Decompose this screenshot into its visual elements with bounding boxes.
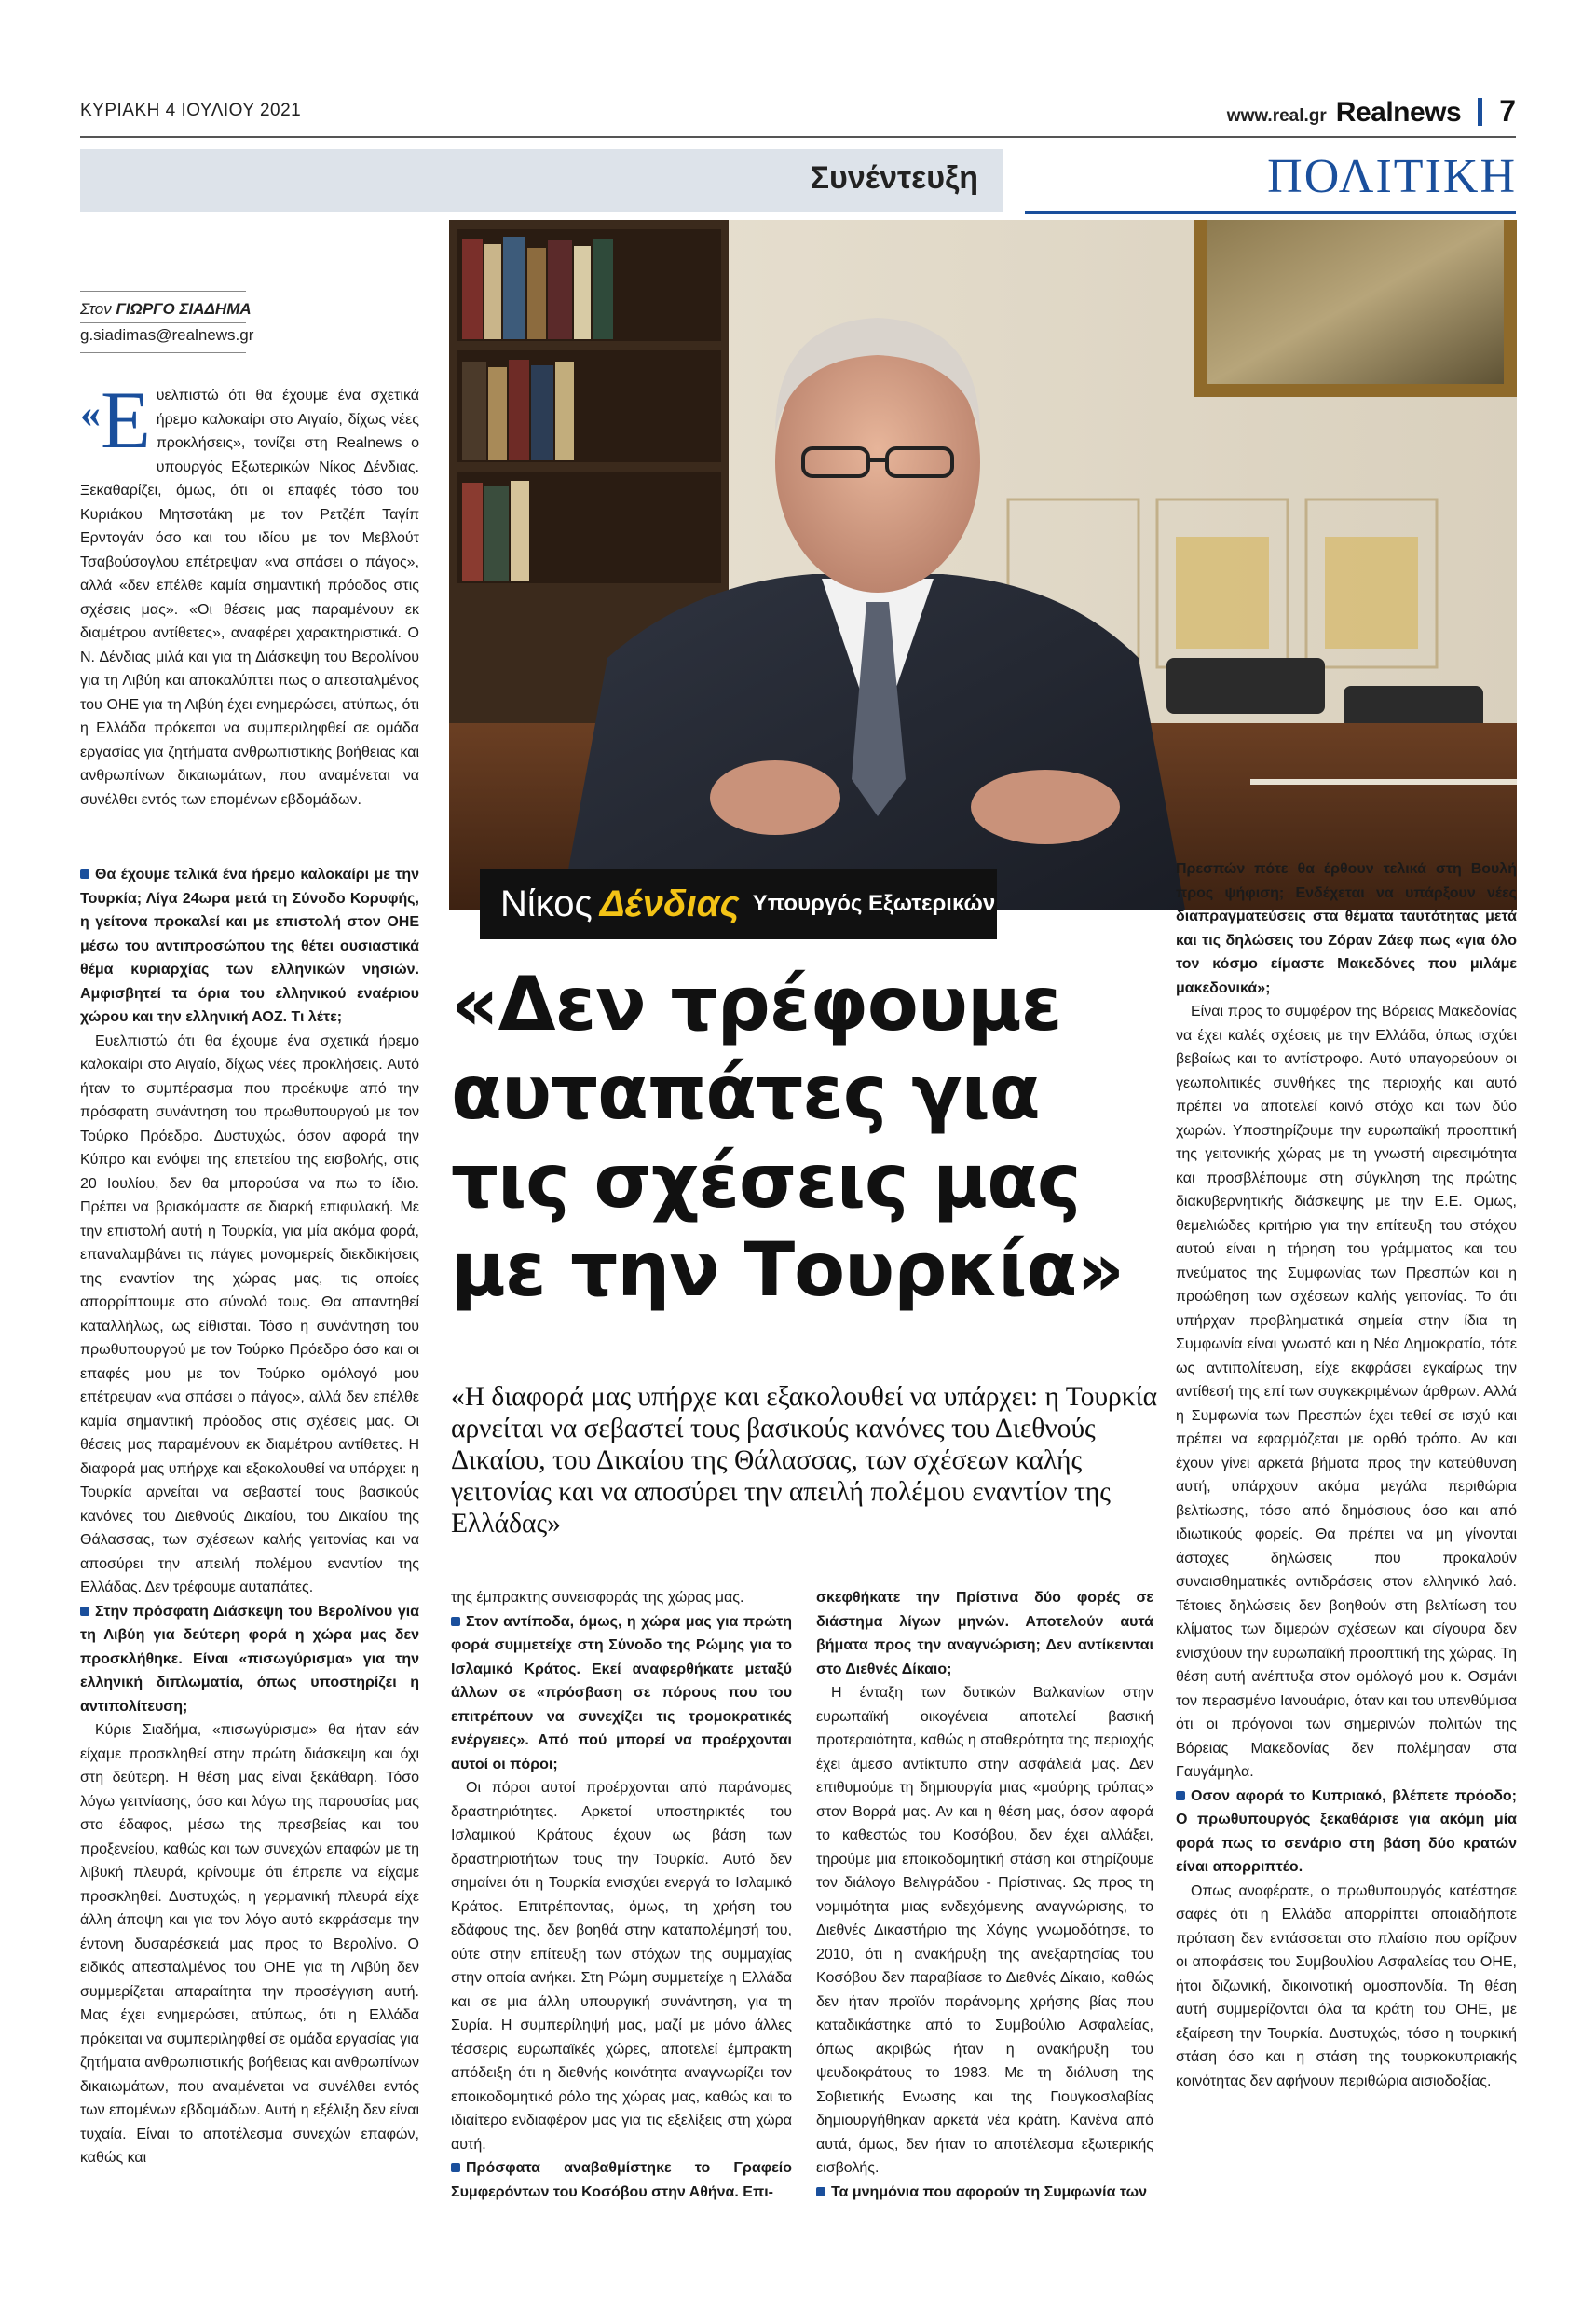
byline-rule-top bbox=[80, 291, 246, 292]
byline-email[interactable]: g.siadimas@realnews.gr bbox=[80, 326, 254, 344]
site-url[interactable]: www.real.gr bbox=[1226, 106, 1327, 126]
brand-logo: Realnews bbox=[1335, 97, 1462, 128]
question: Στην πρόσφατη Διάσκεψη του Βερολίνου για τη Λιβύη για δεύτερη φορά η χώρα μας δεν προσκλήθηκε. Είναι «πισωγύρισμα» για την ελληνική διπλωματία, όπως υποστηρίζει η αντιπολίτευση; bbox=[80, 1600, 419, 1719]
caption-role: Υπουργός Εξωτερικών bbox=[752, 891, 996, 916]
headline-line: «Δεν τρέφουμε bbox=[451, 961, 1062, 1047]
answer: Οι πόροι αυτοί προέρχονται από παράνομες δραστηριότητες. Αρκετοί υποστηρικτές του Ισλαμικού Κράτους έχουν ως βάση των δραστηριοτήτων τους την Τουρκία. Αυτό δεν σημαίνει ότι η Τουρκία ενισχύει ενεργά το Ισλαμικό Κράτος. Επιτρέποντας, όμως, τη χρήση του εδάφους της, δεν βοηθά στην καταπολέμησή του, ούτε στην επίτευξη των στόχων της συμμαχίας στην οποία ανήκει. Στη Ρώμη συμμετείχε η Ελλάδα και σε μια άλλη υπουργική συνάντηση, για τη Συρία. Η συμπερίληψή μας, μαζί με μόνο άλλες τέσσερις ευρωπαϊκές χώρες, αποτελεί έμπρακτη απόδειξη ότι η διεθνής κοινότητα αναγνωρίζει τον εποικοδομητικό ρόλο της χώρας μας, καθώς και το ιδιαίτερο ενδιαφέρον μας για τις εξελίξεις στη χώρα αυτή. bbox=[451, 1780, 792, 2153]
answer-continued: της έμπρακτης συνεισφοράς της χώρας μας. bbox=[451, 1590, 744, 1606]
byline-rule-bottom bbox=[80, 352, 246, 353]
issue-date: ΚΥΡΙΑΚΗ 4 ΙΟΥΛΙΟΥ 2021 bbox=[80, 101, 302, 120]
headline-line: αυταπάτες για bbox=[451, 1049, 1040, 1136]
drop-quote-mark: « bbox=[80, 390, 101, 436]
intro-body: υελπιστώ ότι θα έχουμε ένα σχετικά ήρεμο καλοκαίρι στο Αιγαίο, δίχως νέες προκλήσεις», τονίζει στη Realnews ο υπουργός Εξωτερικών Νίκος Δένδιας. Ξεκαθαρίζει, όμως, ότι οι επαφές τόσο του Κυριάκου Μητσοτάκη με τον Ρετζέπ Ταγίπ Ερντογάν όσο και του ιδίου με τον Μεβλούτ Τσαβούσογλου επέτρεψαν «να σπάσει ο πάγος», αλλά «δεν επέλθε καμία σημαντική πρόοδος στις σχέσεις μας». «Οι θέσεις μας παραμένουν εκ διαμέτρου αντίθετες», αναφέρει χαρακτηριστικά. Ο Ν. Δένδιας μιλά και για τη Διάσκεψη του Βερολίνου για τη Λιβύη και αποκαλύπτει πως ο απεσταλμένος του ΟΗΕ για τη Λιβύη έχει ενημερώσει, ατύπως, ότι η Ελλάδα πρόκειται να συμπεριληφθεί σε ομάδα εργασίας για ζητήματα ανθρωπιστικής βοήθειας και ανθρωπίνων δικαιωμάτων, που αναμένεται να συνέλθει εντός των επομένων εβδομάδων. bbox=[80, 388, 419, 808]
question-continued: Πρεσπών πότε θα έρθουν τελικά στη Βουλή προς ψήφιση; Ενδέχεται να υπάρξουν νέες διαπραγματεύσεις στα θέματα ταυτότητας μετά και τις δηλώσεις του Ζόραν Ζάεφ πως «για όλο τον κόσμο είμαστε Μακεδόνες που μιλάμε μακεδονικά»; bbox=[1176, 861, 1517, 996]
masthead bbox=[1227, 93, 1516, 129]
question: Θα έχουμε τελικά ένα ήρεμο καλοκαίρι με την Τουρκία; Λίγα 24ωρα μετά τη Σύνοδο Κορυφής, η γείτονα προκαλεί και με επιστολή στον ΟΗΕ μέσω του αντιπροσώπου της θέτει ουσιαστικά θέμα κυριαρχίας των ελληνικών νησιών. Αμφισβητεί τα όρια του ελληνικού εναέριου χώρου και την ελληνική ΑΟΖ. Τι λέτε; bbox=[80, 863, 419, 1030]
answer: Κύριε Σιαδήμα, «πισωγύρισμα» θα ήταν εάν είχαμε προσκληθεί στην πρώτη διάσκεψη και όχι στη δεύτερη. Η θέση μας είναι ξεκάθαρη. Τόσο λόγω γειτνίασης, όσο και λόγω της παρουσίας μας στο έδαφος, μέσω της πρεσβείας και του προξενείου, καθώς και των συνεχών επαφών με τη λιβυκή πλευρά, κρίνουμε ότι έπρεπε να είχαμε προσκληθεί. Δυστυχώς, η γερμανική πλευρά είχε άλλη άποψη και για τον λόγο αυτό εκφράσαμε την έντονη δυσαρέσκειά μας προς το Βερολίνο. Ο ειδικός απεσταλμένος του ΟΗΕ για τη Λιβύη δεν συμμερίζεται απαραίτητα την προσέγγιση αυτή. Μας έχει ενημερώσει, ατύπως, ότι η Ελλάδα πρόκειται να συμπεριληφθεί σε ομάδα εργασίας για ζητήματα ανθρωπιστικής βοήθειας και ανθρωπίνων δικαιωμάτων, που αναμένεται να συνέλθει εντός των επομένων εβδομάδων. Αυτή η εξέλιξη δεν είναι τυχαία. Είναι το αποτέλεσμα συνεχών επαφών, καθώς και bbox=[80, 1722, 419, 2166]
column-4 bbox=[1176, 857, 1517, 2093]
headline-line: με την Τουρκία» bbox=[451, 1226, 1125, 1313]
byline bbox=[80, 300, 252, 319]
intro-text bbox=[80, 376, 419, 812]
answer: Οπως αναφέρατε, ο πρωθυπουργός κατέστησε σαφές ότι η Ελλάδα απορρίπτει οποιαδήποτε πρόταση δεν εντάσσεται στο πλαίσιο που ορίζουν οι αποφάσεις του Συμβουλίου Ασφαλείας του ΟΗΕ, ήτοι διζωνική, δικοινοτική ομοσπονδία. Τη θέση αυτή συμμερίζονται όλα τα κράτη του ΟΗΕ, με εξαίρεση την Τουρκία. Δυστυχώς, τόσο η τουρκική στάση όσο και η στάση της τουρκοκυπριακής κοινότητας δεν αφήνουν περιθώρια αισιοδοξίας. bbox=[1176, 1882, 1517, 2089]
question: Οσον αφορά το Κυπριακό, βλέπετε πρόοδο; Ο πρωθυπουργός ξεκαθάρισε για ακόμη μία φορά πως το σενάριο στη βάση δύο κρατών είναι απορριπτέο. bbox=[1176, 1785, 1517, 1880]
answer: Είναι προς το συμφέρον της Βόρειας Μακεδονίας να έχει καλές σχέσεις με την Ελλάδα, όπως ισχύει βεβαίως και το αντίστροφο. Αυτό υπαγορεύουν οι γεωπολιτικές συνθήκες της περιοχής και αυτό πρέπει να αποτελεί κοινό στόχο και των δύο χωρών. Υποστηρίζουμε την ευρωπαϊκή προοπτική της γειτονικής χώρας με τη γνωστή αιρεσιμότητα και προσβλέπουμε στη σύγκληση της πρώτης διακυβερνητικής διάσκεψης με την Ε.Ε. Ομως, θεμελιώδες κριτήριο για την επίτευξη του στόχου αυτού είναι η τήρηση του γράμματος και του πνεύματος της Συμφωνίας των Πρεσπών και η προώθηση των σχέσεων καλής γειτονίας. Το ότι υπήρχαν προβληματικά σημεία στην ίδια τη Συμφωνία είναι γνωστό και η Νέα Δημοκρατία, τότε ως αντιπολίτευση, είχε εκφράσει εγκαίρως την αντίθεσή της επί των συγκεκριμένων άρθρων. Αλλά η Συμφωνία των Πρεσπών έχει τεθεί σε ισχύ και πρέπει να εφαρμόζεται με ορθό τρόπο. Αν και έχουν γίνει αρκετά βήματα προς την κατεύθυνση αυτή, υπάρχουν ακόμα μεγάλα περιθώρια βελτίωσης, τόσο από δημόσιους όσο και από ιδιωτικούς φορείς. Θα πρέπει να μη γίνονται άστοχες δηλώσεις που προκαλούν συναισθηματικές αντιδράσεις στον ελληνικό λαό. Τέτοιες δηλώσεις δεν βοηθούν στη βελτίωση του κλίματος των διμερών σχέσεων και σίγουρα δεν ενισχύουν την ευρωπαϊκή προοπτική της χώρας. Τη θέση αυτή ανέπτυξα στον ομόλογό μου κ. Οσμάνι τον περασμένο Ιανουάριο, όταν και του υπενθύμισα ότι οι πρόγονοι των σημερινών πολιτών της Βόρειας Μακεδονίας δεν πολέμησαν στα Γαυγάμηλα. bbox=[1176, 1004, 1517, 1780]
headline bbox=[451, 960, 1159, 1314]
answer: Ευελπιστώ ότι θα έχουμε ένα σχετικά ήρεμο καλοκαίρι στο Αιγαίο, δίχως νέες προκλήσεις. Αυτό ήταν το συμπέρασμα που προέκυψε από την πρόσφατη συνάντηση του πρωθυπουργού με τον Τούρκο Πρόεδρο. Δυστυχώς, όσον αφορά την Κύπρο και ενόψει της επετείου της εισβολής, στις 20 Ιουλίου, δεν θα μπορούσα να πω το ίδιο. Πρέπει να βρισκόμαστε σε διαρκή επιφυλακή. Με την επιστολή αυτή η Τουρκία, για μία ακόμα φορά, επαναλαμβάνει τις πάγιες μονομερείς διεκδικήσεις της εναντίον της χώρας μας, τις οποίες απορρίπτουμε στο σύνολό τους. Θα απαντηθεί καταλλήλως, ως είθισται. Τόσο η συνάντηση του πρωθυπουργού με τον Τούρκο Πρόεδρο όσο και οι επαφές μου με τον Τούρκο ομόλογό μου επέτρεψαν «να σπάσει ο πάγος», αλλά δεν επέλθε καμία σημαντική πρόοδος στις σχέσεις μας. Οι θέσεις μας παραμένουν εκ διαμέτρου αντίθετες. Η διαφορά μας υπήρχε και εξακολουθεί να υπάρχει: η Τουρκία αρνείται να σεβαστεί τους βασικούς κανόνες του Διεθνούς Δικαίου, του Δικαίου της Θάλασσας, των σχέσεων καλής γειτονίας και να αποσύρει την απειλή πολέμου εναντίον της Ελλάδας. Δεν τρέφουμε αυταπάτες. bbox=[80, 1033, 419, 1595]
byline-rule-mid bbox=[80, 322, 246, 323]
intro-paragraph bbox=[80, 376, 419, 812]
question: Τα μνημόνια που αφορούν τη Συμφωνία των bbox=[816, 2181, 1153, 2205]
section-rubric: ΠΟΛΙΤΙΚΗ bbox=[1267, 150, 1517, 203]
header-rule bbox=[80, 136, 1516, 138]
column-1 bbox=[80, 863, 419, 2170]
answer: Η ένταξη των δυτικών Βαλκανίων στην ευρωπαϊκή οικογένεια αποτελεί βασική προτεραιότητα, καθώς η σταθερότητα της περιοχής έχει άμεσο αντίκτυπο στην ασφάλειά μας. Δεν επιθυμούμε τη δημιουργία μιας «μαύρης τρύπας» στον Βορρά μας. Αν και η θέση μας, όσον αφορά το καθεστώς του Κοσόβου, δεν έχει αλλάξει, τηρούμε μια εποικοδομητική στάση και στηρίζουμε τον διάλογο Βελιγράδου - Πρίστινας. Ως προς τη νομιμότητα μιας ενδεχόμενης αναγνώρισης, το Διεθνές Δικαστήριο της Χάγης γνωμοδότησε, το 2010, ότι η ανακήρυξη της ανεξαρτησίας του Κοσόβου δεν παραβίασε το Διεθνές Δίκαιο, καθώς δεν ήταν προϊόν παράνομης χρήσης βίας που καταδικάστηκε από το Συμβούλιο Ασφαλείας, όπως ακριβώς ήταν η ανακήρυξη του ψευδοκράτους το 1983. Με τη διάλυση της Σοβιετικής Ενωσης και της Γιουγκοσλαβίας δημιουργήθηκαν αρκετά νέα κράτη. Κανένα από αυτά, όμως, δεν ήταν το αποτέλεσμα εξωτερικής εισβολής. bbox=[816, 1685, 1153, 2176]
section-label: Συνέντευξη bbox=[810, 160, 978, 196]
name-caption bbox=[480, 869, 997, 939]
byline-prefix: Στον bbox=[80, 300, 112, 318]
caption-last-name: Δένδιας bbox=[599, 882, 740, 924]
question: Στον αντίποδα, όμως, η χώρα μας για πρώτη φορά συμμετείχε στη Σύνοδο της Ρώμης για το Ισλαμικό Κράτος. Εκεί αναφερθήκατε μεταξύ άλλων σε «πρόσβαση σε πόρους που του επιτρέπουν να συνεχίζει τις τρομοκρατικές ενέργειες». Από πού μπορεί να προέρχονται αυτοί οι πόροι; bbox=[451, 1610, 792, 1777]
byline-author: ΓΙΩΡΓΟ ΣΙΑΔΗΜΑ bbox=[116, 300, 252, 318]
page-number: 7 bbox=[1499, 94, 1516, 128]
column-3 bbox=[816, 1586, 1153, 2204]
drop-cap-letter: Ε bbox=[101, 376, 151, 466]
subheadline: «Η διαφορά μας υπήρχε και εξακολουθεί να υπάρχει: η Τουρκία αρνείται να σεβαστεί τους βασικούς κανόνες του Διεθνούς Δικαίου, του Δικαίου της Θάλασσας, των σχέσεων καλής γειτονίας και να αποσύρει την απειλή πολέμου εναντίον της Ελλάδας» bbox=[451, 1382, 1158, 1539]
question: Πρόσφατα αναβαθμίστηκε το Γραφείο Συμφερόντων του Κοσόβου στην Αθήνα. Επι- bbox=[451, 2156, 792, 2204]
drop-cap bbox=[80, 376, 151, 466]
caption-first-name: Νίκος bbox=[500, 882, 593, 924]
question-continued: σκεφθήκατε την Πρίστινα δύο φορές σε διάστημα λίγων μηνών. Αποτελούν αυτά βήματα προς την αναγνώριση; Δεν αντίκεινται στο Διεθνές Δίκαιο; bbox=[816, 1590, 1153, 1677]
portrait-photo bbox=[449, 220, 1517, 910]
rubric-underline bbox=[1025, 211, 1516, 214]
headline-line: τις σχέσεις μας bbox=[451, 1138, 1081, 1224]
masthead-divider bbox=[1478, 98, 1482, 126]
column-2 bbox=[451, 1586, 792, 2204]
